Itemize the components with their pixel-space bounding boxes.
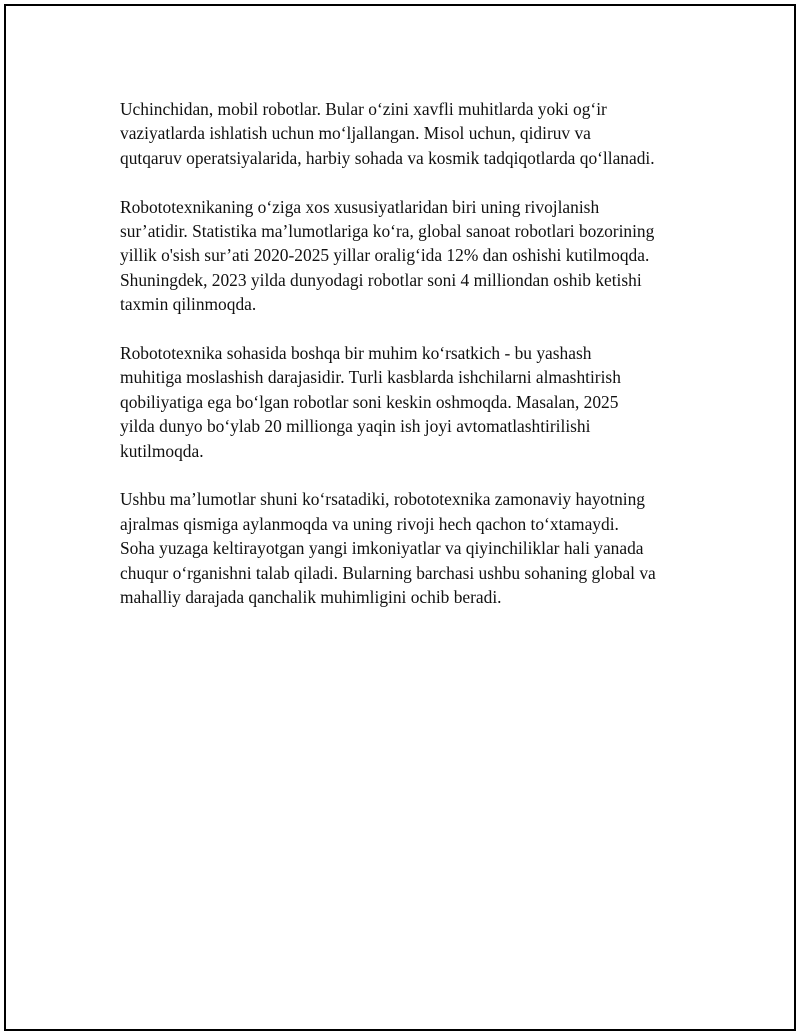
text-line: chuqur o‘rganishni talab qiladi. Bularning barchasi ushbu sohaning global va — [120, 562, 656, 583]
text-line: muhitiga moslashish darajasidir. Turli kasblarda ishchilarni almashtirish — [120, 367, 621, 388]
paragraph-growth-rate — [120, 195, 700, 317]
text-line: qutqaruv operatsiyalarida, harbiy sohada va kosmik tadqiqotlarda qo‘llanadi. — [120, 147, 655, 168]
text-line: yilda dunyo bo‘ylab 20 millionga yaqin ish joyi avtomatlashtirilishi — [120, 416, 591, 437]
paragraph-mobile-robots — [120, 97, 700, 170]
text-line: yillik o'sish sur’ati 2020-2025 yillar oralig‘ida 12% dan oshishi kutilmoqda. — [120, 245, 650, 266]
document-page — [4, 4, 796, 1031]
text-line: Robototexnikaning o‘ziga xos xususiyatlaridan biri uning rivojlanish — [120, 196, 600, 217]
text-line: Soha yuzaga keltirayotgan yangi imkoniyatlar va qiyinchiliklar hali yanada — [120, 538, 644, 559]
text-line: qobiliyatiga ega bo‘lgan robotlar soni keskin oshmoqda. Masalan, 2025 — [120, 391, 619, 412]
text-line: Ushbu ma’lumotlar shuni ko‘rsatadiki, robototexnika zamonaviy hayotning — [120, 489, 645, 510]
paragraph-conclusion — [120, 487, 700, 609]
text-line: taxmin qilinmoqda. — [120, 294, 257, 315]
text-line: sur’atidir. Statistika ma’lumotlariga ko‘ra, global sanoat robotlari bozorining — [120, 221, 655, 242]
text-line: mahalliy darajada qanchalik muhimligini ochib beradi. — [120, 587, 502, 608]
text-line: Uchinchidan, mobil robotlar. Bular o‘zini xavfli muhitlarda yoki og‘ir — [120, 99, 607, 119]
text-line: ajralmas qismiga aylanmoqda va uning rivoji hech qachon to‘xtamaydi. — [120, 513, 619, 534]
document-body — [120, 97, 700, 634]
paragraph-adaptation — [120, 341, 700, 463]
text-line: Robototexnika sohasida boshqa bir muhim ko‘rsatkich - bu yashash — [120, 343, 592, 364]
text-line: vaziyatlarda ishlatish uchun mo‘ljallangan. Misol uchun, qidiruv va — [120, 123, 591, 144]
text-line: Shuningdek, 2023 yilda dunyodagi robotlar soni 4 milliondan oshib ketishi — [120, 269, 642, 290]
text-line: kutilmoqda. — [120, 440, 204, 461]
